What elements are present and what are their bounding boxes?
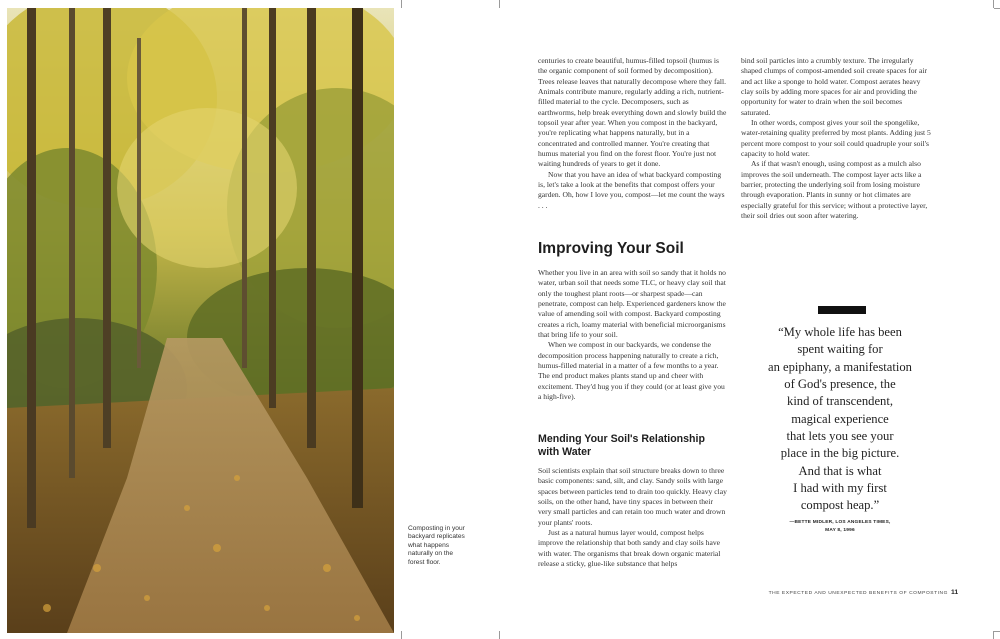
body-text-intro [538,56,728,211]
crop-mark [994,8,1000,9]
pullquote-line: I had with my first [793,481,887,496]
page-number: 11 [951,589,959,596]
pullquote-line: magical experience [791,411,889,426]
body-text-improving [538,268,728,402]
paragraph: When we compost in our backyards, we condense the decomposition process happening naturally to create a rich, humus-filled material in a matter of a few months to a year. The end product makes plants stand up and cheer with excitement. They'd hug you if they could (or at least give you a high-five). [538,340,725,402]
pullquote [752,324,928,515]
pullquote-bar [818,306,866,314]
crop-mark [994,631,1000,632]
attribution-line: —BETTE MIDLER, LOS ANGELES TIMES, [789,520,891,525]
paragraph: bind soil particles into a crumbly texture. The irregularly shaped clumps of compost-amended soil create spaces for air and act like a sponge to hold water. Compost aerates heavy clay soils by adding more spaces for air and providing the opportunity for water to drain when the soil becomes saturated. [741,56,927,117]
pullquote-line: kind of transcendent, [787,394,893,409]
body-text-mending [538,466,728,569]
section-heading: Improving Your Soil [538,240,684,257]
crop-mark [993,0,994,8]
pullquote-line: an epiphany, a manifestation [768,359,912,374]
pullquote-attribution [760,519,920,535]
pullquote-line: compost heap.” [800,498,880,513]
paragraph: centuries to create beautiful, humus-filled topsoil (humus is the organic component of soil formed by decomposition). Trees release leaves that naturally decompose where they fall. Animals contribute manure, regularly adding a rich, nutrient-filled material to the cycle. Decomposers, such as earthworms, help break everything down and slowly build the topsoil year after year. When you compost in the backyard, you're replicating what happens naturally, but in a concentrated and controlled manner. You're creating that humus material you find on the forest floor. You're just not waiting hundreds of years to get it done. [538,56,727,169]
pullquote-line: “My whole life has been [778,325,902,339]
forest-path-photo [7,8,394,633]
paragraph: Whether you live in an area with soil so sandy that it holds no water, urban soil that needs some TLC, or heavy clay soil that only the toughest plant roots—or sharpest spade—can penetrate, compost can help. Experienced gardeners know the value of amending soil with compost. Backyard composting creates a rich, loamy material with beneficial microorganisms that bring life to your soil. [538,268,726,340]
crop-mark [401,631,402,639]
crop-mark [499,631,500,639]
crop-mark [401,0,402,8]
paragraph: Soil scientists explain that soil structure breaks down to three basic components: sand, silt, and clay. Sandy soils with large spaces between particles tend to drain too quickly. Heavy clay soils, on the other hand, have tiny spaces in between their very small particles and can retain too much water and drown your plants' roots. [538,466,727,527]
pullquote-line: that lets you see your [786,429,894,444]
pullquote-line: And that is what [798,463,882,478]
crop-mark [499,0,500,8]
paragraph: Just as a natural humus layer would, compost helps improve the relationship that both sandy and clay soils have with water. The organisms that break down organic material release a sticky, glue-like substance that helps [538,528,721,569]
pullquote-line: spent waiting for [797,342,883,357]
forest-illustration [7,8,394,633]
paragraph: As if that wasn't enough, using compost as a mulch also improves the soil underneath. The compost layer acts like a barrier, protecting the underlying soil from losing moisture through evaporation. Plants in sunny or hot climates are especially grateful for this service; without a protective layer, their soil dries out soon after watering. [741,159,928,221]
body-text-column-2 [741,56,931,222]
crop-mark [993,631,994,639]
paragraph: Now that you have an idea of what backyard composting is, let's take a look at the benefits that compost offers your garden. Oh, how I love you, compost—let me count the ways . . . [538,169,725,210]
pullquote-line: place in the big picture. [780,446,900,461]
attribution-line: MAY 8, 1996 [825,528,855,533]
paragraph: In other words, compost gives your soil the spongelike, water-retaining quality preferred by most plants. Adding just 5 percent more compost to your soil could quadruple your soil's capacity to hold water. [741,118,931,159]
photo-caption: Composting in your backyard replicates what happens naturally on the forest floor. [408,525,465,566]
pullquote-line: of God's presence, the [784,377,896,392]
running-head: THE EXPECTED AND UNEXPECTED BENEFITS OF COMPOSTING [768,591,948,596]
subsection-heading: Mending Your Soil's Relationship with Water [538,433,705,458]
